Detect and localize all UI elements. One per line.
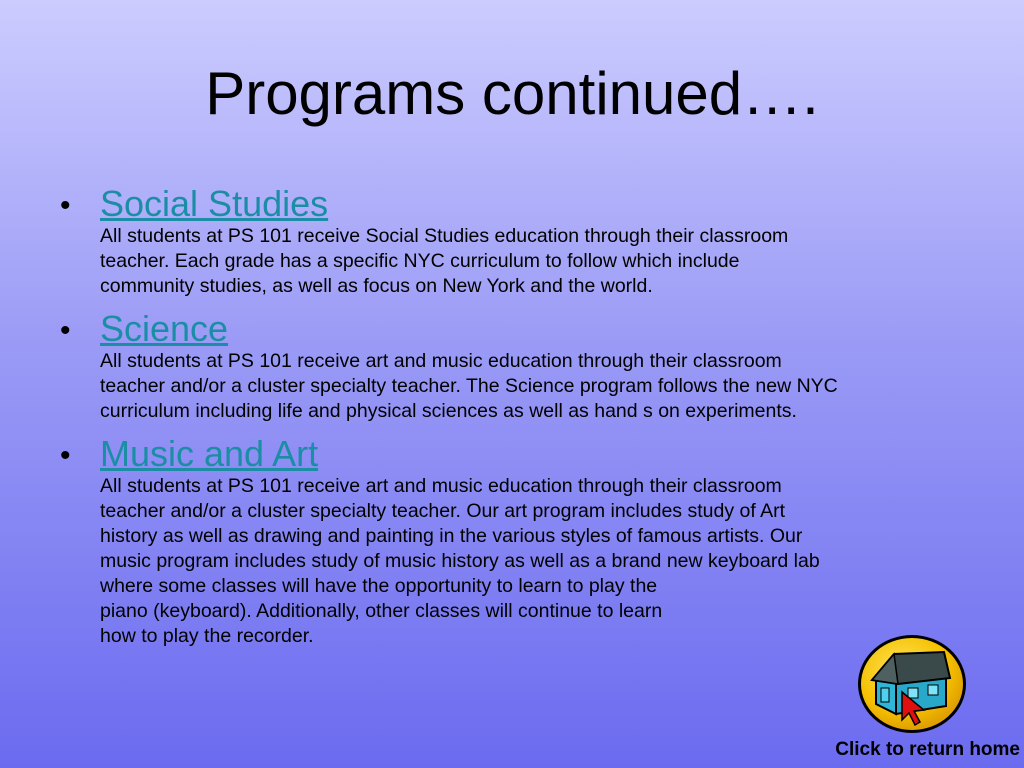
program-list [54,184,974,659]
home-button[interactable] [854,632,970,736]
bullet-icon: • [60,314,71,347]
music-and-art-link[interactable]: Music and Art [100,433,319,474]
social-studies-link[interactable]: Social Studies [100,183,329,224]
music-and-art-description: All students at PS 101 receive art and music education through their classroom teacher and/or a cluster specialty teacher. Our art program includes study of Art history as well as drawing and painting in the various styles of famous artists. Our music program includes study of music history as well as a brand new keyboard lab where some classes will have the opportunity to learn to play the piano (keyboard). Additionally, other classes will continue to learn how to play the recorder. [100,475,820,647]
bullet-icon: • [60,439,71,472]
social-studies-description: All students at PS 101 receive Social Studies education through their classroom teacher. Each grade has a specific NYC curriculum to follow which include community studies, as well as focus on New York and the world. [100,225,789,297]
list-item-music-and-art [54,434,974,649]
home-caption: Click to return home [835,739,1020,760]
science-link[interactable]: Science [100,308,229,349]
list-item-science [54,309,974,424]
science-description: All students at PS 101 receive art and music education through their classroom teacher and/or a cluster specialty teacher. The Science program follows the new NYC curriculum including life and physical sciences as well as hand s on experiments. [100,350,838,422]
list-item-social-studies [54,184,974,299]
slide-title: Programs continued…. [205,60,819,127]
home-icon [854,632,970,736]
bullet-icon: • [60,189,71,222]
